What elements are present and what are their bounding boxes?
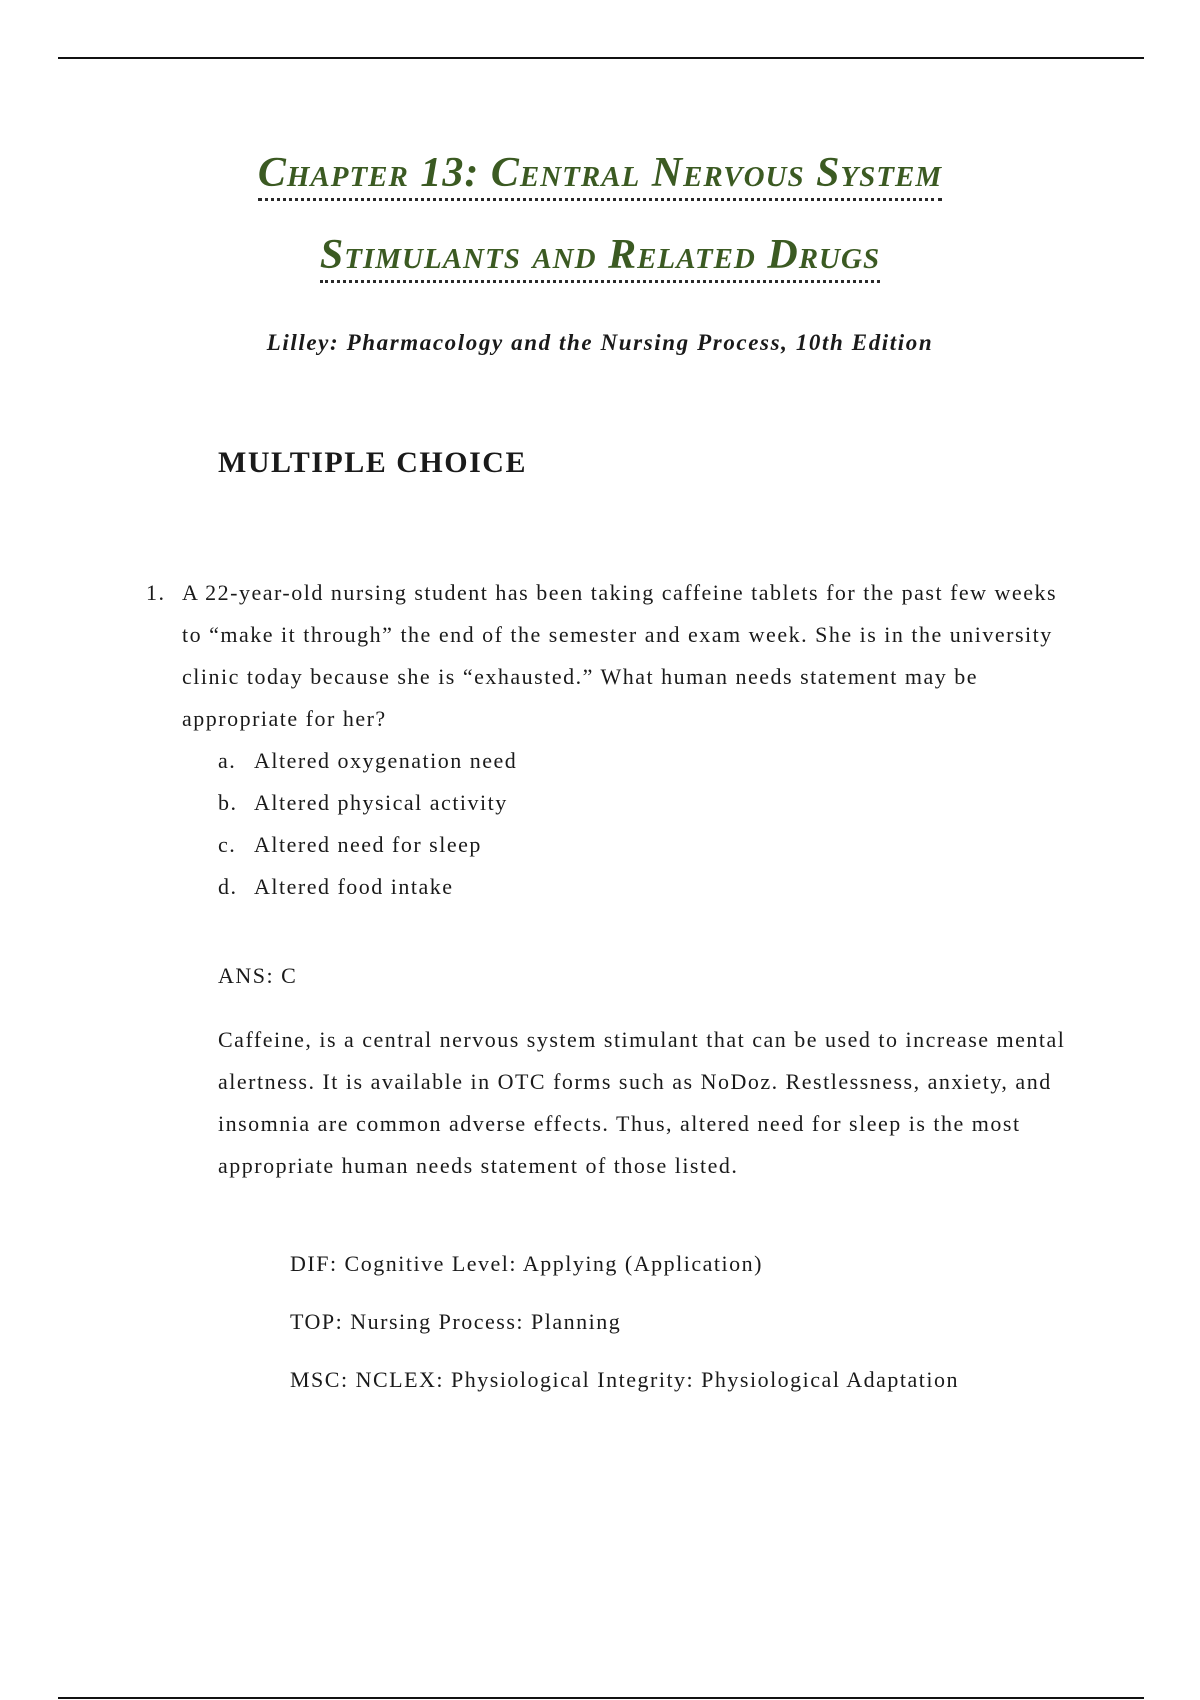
question-number: 1. xyxy=(146,580,166,605)
bottom-rule xyxy=(58,1697,1144,1699)
option-letter: b. xyxy=(218,790,238,815)
chapter-title-line-2 xyxy=(0,234,1200,276)
section-heading: MULTIPLE CHOICE xyxy=(218,446,527,479)
question-1 xyxy=(146,572,1066,908)
book-subtitle: Lilley: Pharmacology and the Nursing Process, 10th Edition xyxy=(266,330,934,355)
answer-options xyxy=(218,740,1066,908)
option-text: Altered oxygenation need xyxy=(254,748,518,773)
msc-tag: MSC: NCLEX: Physiological Integrity: Physiological Adaptation xyxy=(290,1367,959,1392)
option-d xyxy=(218,866,1066,908)
option-letter: d. xyxy=(218,874,238,899)
answer-key: ANS: C xyxy=(218,963,298,988)
option-text: Altered need for sleep xyxy=(254,832,482,857)
chapter-title-text-1: Chapter 13: Central Nervous System xyxy=(258,150,942,201)
option-c xyxy=(218,824,1066,866)
option-a xyxy=(218,740,1066,782)
difficulty-tag: DIF: Cognitive Level: Applying (Application) xyxy=(290,1251,763,1276)
chapter-title-text-2: Stimulants and Related Drugs xyxy=(320,232,880,283)
topic-tag: TOP: Nursing Process: Planning xyxy=(290,1309,622,1334)
answer-rationale: Caffeine, is a central nervous system stimulant that can be used to increase mental alertness. It is available in OTC forms such as NoDoz. Restlessness, anxiety, and insomnia are common adverse effects. Thus, altered need for sleep is the most appropriate human needs statement of those listed. xyxy=(218,1027,1066,1178)
top-rule xyxy=(58,57,1144,59)
option-text: Altered physical activity xyxy=(254,790,508,815)
question-stem: A 22-year-old nursing student has been taking caffeine tablets for the past few weeks to “make it through” the end of the semester and exam week. She is in the university clinic today because she is “exhausted.” What human needs statement may be appropriate for her? xyxy=(182,580,1058,731)
option-letter: a. xyxy=(218,748,237,773)
chapter-title-line-1 xyxy=(0,152,1200,194)
option-text: Altered food intake xyxy=(254,874,454,899)
option-b xyxy=(218,782,1066,824)
option-letter: c. xyxy=(218,832,237,857)
